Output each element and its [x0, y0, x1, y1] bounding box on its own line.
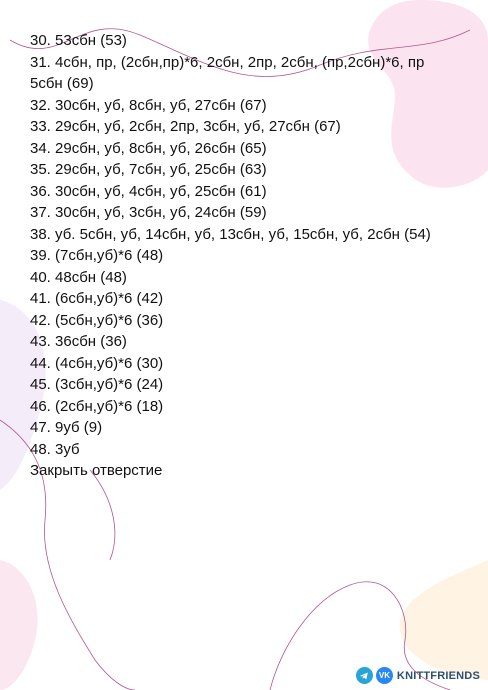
- instruction-line: 39. (7сбн,уб)*6 (48): [30, 247, 164, 264]
- instruction-line: 34. 29сбн, уб, 8сбн, уб, 26сбн (65): [30, 139, 267, 157]
- instruction-line: Закрыть отверстие: [30, 462, 163, 479]
- pink-blob-bottom-left: [0, 560, 38, 690]
- instruction-line: 47. 9уб (9): [30, 419, 103, 436]
- instruction-line: 33. 29сбн, уб, 2сбн, 2пр, 3сбн, уб, 27сбн (67): [30, 118, 341, 135]
- instruction-line: 43. 36сбн (36): [30, 333, 127, 350]
- instruction-line: 40. 48сбн (48): [30, 268, 127, 286]
- footer-brand: [356, 667, 480, 684]
- instruction-line: 32. 30сбн, уб, 8сбн, уб, 27сбн (67): [30, 96, 267, 114]
- instruction-line: 36. 30сбн, уб, 4сбн, уб, 25сбн (61): [30, 182, 267, 200]
- instruction-line: 41. (6сбн,уб)*6 (42): [30, 290, 164, 307]
- pattern-instructions: [30, 30, 450, 482]
- instruction-line: 48. 3уб: [30, 440, 80, 458]
- instruction-line: 37. 30сбн, уб, 3сбн, уб, 24сбн (59): [30, 204, 267, 221]
- brand-name: KNITTFRIENDS: [396, 669, 480, 682]
- instruction-line: 31. 4сбн, пр, (2сбн,пр)*6, 2сбн, 2пр, 2сбн, (пр,2сбн)*6, пр 5сбн (69): [30, 53, 425, 92]
- instruction-line: 45. (3сбн,уб)*6 (24): [30, 376, 164, 393]
- instruction-line: 35. 29сбн, уб, 7сбн, уб, 25сбн (63): [30, 161, 267, 178]
- instruction-line: 46. (2сбн,уб)*6 (18): [30, 397, 164, 415]
- vk-icon[interactable]: VK: [376, 667, 393, 684]
- peach-blob-bottom-right: [400, 560, 488, 680]
- instruction-line: 30. 53сбн (53): [30, 32, 127, 49]
- instruction-line: 38. уб. 5сбн, уб, 14сбн, уб, 13сбн, уб, 15сбн, уб, 2сбн (54): [30, 225, 431, 243]
- instruction-line: 42. (5сбн,уб)*6 (36): [30, 311, 164, 329]
- curve-middle-bottom: [90, 470, 115, 560]
- instruction-line: 44. (4сбн,уб)*6 (30): [30, 354, 164, 372]
- telegram-icon[interactable]: [356, 667, 373, 684]
